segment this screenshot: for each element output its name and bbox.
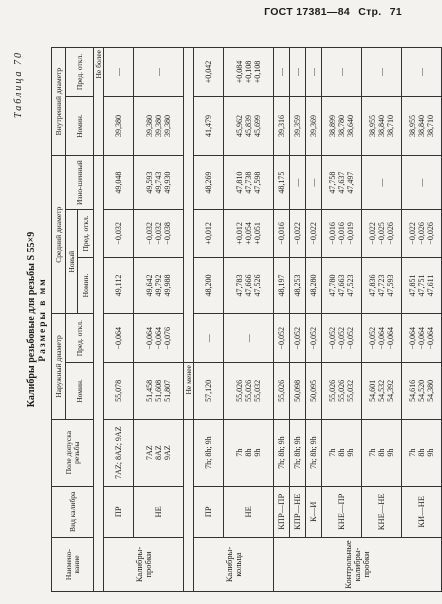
od-deviation xyxy=(402,314,442,363)
page-header xyxy=(259,6,402,18)
md-nominal: 48,253 xyxy=(290,257,306,314)
tol-9: 9h xyxy=(426,448,435,457)
value: 47,780 xyxy=(328,274,337,297)
value: 47,526 xyxy=(253,274,262,297)
table-row xyxy=(322,48,362,592)
tol-9: 9AZ xyxy=(163,445,172,460)
id-deviation: — xyxy=(362,48,402,97)
id-nominal: 39,369 xyxy=(306,96,322,155)
value: 49,792 xyxy=(154,274,163,297)
id-nominal: 39,359 xyxy=(290,96,306,155)
value: −0,022 xyxy=(408,222,417,245)
page-label: Стр. xyxy=(358,6,382,18)
md-worn xyxy=(224,156,274,210)
table-row xyxy=(194,48,224,592)
value: 45,962 xyxy=(235,115,244,138)
od-deviation xyxy=(362,314,402,363)
id-nominal xyxy=(322,96,362,155)
id-nominal xyxy=(362,96,402,155)
value: 49,988 xyxy=(163,274,172,297)
md-deviation: −0,032 xyxy=(104,210,134,258)
value: +0,108 xyxy=(244,60,253,84)
tol-8: 8h xyxy=(377,448,386,457)
value: −0,016 xyxy=(337,222,346,245)
value: −0,016 xyxy=(328,222,337,245)
value: −0,025 xyxy=(377,222,386,245)
od-deviation: −0,052 xyxy=(306,314,322,363)
value: 47,663 xyxy=(337,274,346,297)
value: 39,380 xyxy=(163,115,172,138)
col-inner-nominal: Номин. xyxy=(66,96,94,155)
value: 51,608 xyxy=(154,379,163,402)
value: 38,840 xyxy=(417,115,426,138)
md-nominal xyxy=(322,257,362,314)
value: −0,064 xyxy=(377,326,386,350)
od-nominal xyxy=(402,363,442,420)
value: −0,032 xyxy=(145,222,154,245)
od-nominal xyxy=(224,363,274,420)
value: −0,032 xyxy=(154,222,163,245)
id-nominal: 41,479 xyxy=(194,96,224,155)
table-subtitle: Размеры в мм xyxy=(38,277,48,362)
od-nominal xyxy=(134,363,184,420)
id-nominal xyxy=(134,96,184,155)
tolerance: 7h; 8h; 9h xyxy=(194,419,224,486)
od-deviation: — xyxy=(224,314,274,363)
md-deviation xyxy=(362,210,402,258)
value: +0,108 xyxy=(253,60,262,84)
group-plugs: Калибры-пробки xyxy=(104,538,184,592)
table-title: Калибры резьбовые для резьбы S 55×9 xyxy=(26,231,37,408)
value: 49,743 xyxy=(154,171,163,194)
table-row xyxy=(402,48,442,592)
value: 49,593 xyxy=(145,171,154,194)
value: 45,699 xyxy=(253,115,262,138)
value: 38,710 xyxy=(426,115,435,138)
value: 38,955 xyxy=(408,115,417,138)
value: 47,523 xyxy=(346,274,355,297)
group-control-plugs: Контрольные калибры-пробки xyxy=(274,538,442,592)
value: 55,026 xyxy=(235,379,244,402)
tol-9: 9h xyxy=(386,448,395,457)
col-middle-dev: Пред. откл. xyxy=(78,210,94,258)
md-deviation: −0,022 xyxy=(306,210,322,258)
page-number: 71 xyxy=(389,6,402,18)
value: −0,064 xyxy=(426,326,435,350)
value: −0,064 xyxy=(417,326,426,350)
id-deviation: — xyxy=(402,48,442,97)
md-worn xyxy=(134,156,184,210)
value: +0,012 xyxy=(235,222,244,245)
od-nominal: 50,095 xyxy=(306,363,322,420)
od-nominal: 57,120 xyxy=(194,363,224,420)
md-worn: — xyxy=(306,156,322,210)
md-deviation: +0,012 xyxy=(194,210,224,258)
id-deviation xyxy=(224,48,274,97)
md-deviation xyxy=(134,210,184,258)
value: 55,032 xyxy=(253,379,262,402)
value: 55,026 xyxy=(244,379,253,402)
caption-ne-bolee: Не более xyxy=(94,48,104,156)
value: −0,038 xyxy=(163,222,172,245)
gauge-table xyxy=(51,47,442,592)
value: 54,520 xyxy=(417,379,426,402)
tol-8: 8h xyxy=(244,448,253,457)
md-worn: 48,269 xyxy=(194,156,224,210)
gauge-type: КНЕ—ПР xyxy=(322,486,362,537)
value: 47,497 xyxy=(346,171,355,194)
value: −0,052 xyxy=(368,326,377,350)
value: 47,637 xyxy=(337,171,346,194)
tol-9: 9h xyxy=(346,448,355,457)
gauge-type: НЕ xyxy=(134,486,184,537)
value: 47,783 xyxy=(235,274,244,297)
id-nominal: 39,316 xyxy=(274,96,290,155)
gauge-type: КИ—НЕ xyxy=(402,486,442,537)
md-deviation: −0,016 xyxy=(274,210,290,258)
value: 55,026 xyxy=(337,379,346,402)
value: 47,723 xyxy=(377,274,386,297)
tol-7: 7h xyxy=(235,448,244,457)
caption-ne-menee: Не менее xyxy=(184,363,194,420)
value: 54,601 xyxy=(368,379,377,402)
gauge-type: К—И xyxy=(306,486,322,537)
id-nominal: 39,380 xyxy=(104,96,134,155)
md-nominal xyxy=(134,257,184,314)
table-number: Таблица 70 xyxy=(13,51,24,118)
md-worn: — xyxy=(290,156,306,210)
id-deviation: — xyxy=(104,48,134,97)
col-outer-nominal: Номин. xyxy=(66,363,94,420)
id-deviation: +0,042 xyxy=(194,48,224,97)
value: 55,032 xyxy=(346,379,355,402)
value: 38,710 xyxy=(386,115,395,138)
md-nominal: 48,197 xyxy=(274,257,290,314)
tol-8: 8AZ xyxy=(154,445,163,460)
tolerance-stack xyxy=(134,419,184,486)
md-nominal: 48,280 xyxy=(306,257,322,314)
gauge-type: КПР—НЕ xyxy=(290,486,306,537)
od-nominal: 50,098 xyxy=(290,363,306,420)
md-deviation xyxy=(402,210,442,258)
id-nominal xyxy=(402,96,442,155)
od-deviation: −0,052 xyxy=(290,314,306,363)
table-row xyxy=(306,48,322,592)
value: 55,026 xyxy=(328,379,337,402)
value: 38,780 xyxy=(337,115,346,138)
tolerance: 7AZ; 8AZ; 9AZ xyxy=(104,419,134,486)
od-deviation: −0,064 xyxy=(104,314,134,363)
tol-8: 8h xyxy=(337,448,346,457)
od-deviation xyxy=(322,314,362,363)
value: −0,022 xyxy=(368,222,377,245)
col-inner-diameter: Внутренний диаметр xyxy=(52,48,66,156)
col-outer-dev: Пред. откл. xyxy=(66,314,94,363)
value: −0,052 xyxy=(337,326,346,350)
value: 51,807 xyxy=(163,379,172,402)
value: 47,851 xyxy=(408,274,417,297)
col-middle-diameter: Средний диаметр xyxy=(52,156,66,314)
md-nominal: 48,200 xyxy=(194,257,224,314)
value: 39,380 xyxy=(145,115,154,138)
table-row xyxy=(362,48,402,592)
value: 47,751 xyxy=(417,274,426,297)
tol-7: 7h xyxy=(328,448,337,457)
table-row xyxy=(290,48,306,592)
value: −0,064 xyxy=(386,326,395,350)
tolerance-stack xyxy=(362,419,402,486)
tol-7: 7h xyxy=(368,448,377,457)
id-deviation: — xyxy=(322,48,362,97)
value: −0,052 xyxy=(346,326,355,350)
value: −0,026 xyxy=(426,222,435,245)
value: 47,758 xyxy=(328,171,337,194)
table-row xyxy=(274,48,290,592)
tolerance-stack xyxy=(224,419,274,486)
value: 38,840 xyxy=(377,115,386,138)
value: 54,380 xyxy=(426,379,435,402)
id-deviation: — xyxy=(134,48,184,97)
col-middle-nominal: Номин. xyxy=(78,257,94,314)
col-middle-worn: Изно-шенный xyxy=(66,156,94,210)
value: 51,458 xyxy=(145,379,154,402)
od-nominal: 55,078 xyxy=(104,363,134,420)
value: 38,899 xyxy=(328,115,337,138)
md-worn: 48,175 xyxy=(274,156,290,210)
value: 47,836 xyxy=(368,274,377,297)
md-deviation: −0,022 xyxy=(290,210,306,258)
value: 39,380 xyxy=(154,115,163,138)
table-row xyxy=(134,48,184,592)
id-nominal xyxy=(224,96,274,155)
gauge-type: ПР xyxy=(104,486,134,537)
od-nominal xyxy=(362,363,402,420)
col-inner-dev: Пред. откл. xyxy=(66,48,94,97)
standard-number: ГОСТ 17381—84 xyxy=(264,6,351,18)
value: 54,616 xyxy=(408,379,417,402)
value: 47,810 xyxy=(235,171,244,194)
md-deviation xyxy=(322,210,362,258)
md-nominal: 49,112 xyxy=(104,257,134,314)
md-nominal xyxy=(224,257,274,314)
value: 47,598 xyxy=(253,171,262,194)
col-naming: Наимено-вание xyxy=(52,538,94,592)
md-worn: 49,048 xyxy=(104,156,134,210)
value: −0,064 xyxy=(408,326,417,350)
value: 47,738 xyxy=(244,171,253,194)
value: 45,839 xyxy=(244,115,253,138)
id-deviation: — xyxy=(274,48,290,97)
md-worn: — xyxy=(402,156,442,210)
table-row xyxy=(224,48,274,592)
value: 47,666 xyxy=(244,274,253,297)
md-worn xyxy=(322,156,362,210)
id-deviation: — xyxy=(306,48,322,97)
value: 47,611 xyxy=(426,274,435,297)
col-middle-new: Новый xyxy=(66,210,78,314)
value: −0,026 xyxy=(417,222,426,245)
value: 49,642 xyxy=(145,274,154,297)
value: 38,640 xyxy=(346,115,355,138)
tolerance-stack xyxy=(322,419,362,486)
table-row xyxy=(104,48,134,592)
md-nominal xyxy=(362,257,402,314)
rotated-page-content xyxy=(13,47,435,592)
col-outer-diameter: Наружный диаметр xyxy=(52,314,66,419)
od-deviation: — xyxy=(194,314,224,363)
od-nominal: 55,026 xyxy=(274,363,290,420)
value: −0,076 xyxy=(163,326,172,350)
od-deviation xyxy=(134,314,184,363)
value: −0,026 xyxy=(386,222,395,245)
tol-7: 7AZ xyxy=(145,445,154,460)
md-worn: — xyxy=(362,156,402,210)
value: +0,084 xyxy=(235,60,244,84)
value: 54,532 xyxy=(377,379,386,402)
value: −0,019 xyxy=(346,222,355,245)
value: −0,064 xyxy=(145,326,154,350)
value: +0,054 xyxy=(244,222,253,245)
tol-8: 8h xyxy=(417,448,426,457)
od-nominal xyxy=(322,363,362,420)
value: 54,392 xyxy=(386,379,395,402)
id-deviation: — xyxy=(290,48,306,97)
value: +0,051 xyxy=(253,222,262,245)
md-nominal xyxy=(402,257,442,314)
gauge-type: КНЕ—НЕ xyxy=(362,486,402,537)
tolerance: 7h; 8h; 9h xyxy=(306,419,322,486)
value: 47,593 xyxy=(386,274,395,297)
tolerance: 7h; 8h; 9h xyxy=(290,419,306,486)
group-rings: Калибры-кольца xyxy=(194,538,274,592)
value: −0,064 xyxy=(154,326,163,350)
gauge-type: ПР xyxy=(194,486,224,537)
tolerance: 7h; 8h; 9h xyxy=(274,419,290,486)
tol-9: 9h xyxy=(253,448,262,457)
col-tolerance: Поле допуска резьбы xyxy=(52,419,94,486)
gauge-type: НЕ xyxy=(224,486,274,537)
col-gauge-type: Вид калибра xyxy=(52,486,94,537)
gauge-type: КПР—ПР xyxy=(274,486,290,537)
value: 38,955 xyxy=(368,115,377,138)
value: 49,930 xyxy=(163,171,172,194)
value: −0,052 xyxy=(328,326,337,350)
tolerance-stack xyxy=(402,419,442,486)
tol-7: 7h xyxy=(408,448,417,457)
od-deviation: −0,052 xyxy=(274,314,290,363)
md-deviation xyxy=(224,210,274,258)
